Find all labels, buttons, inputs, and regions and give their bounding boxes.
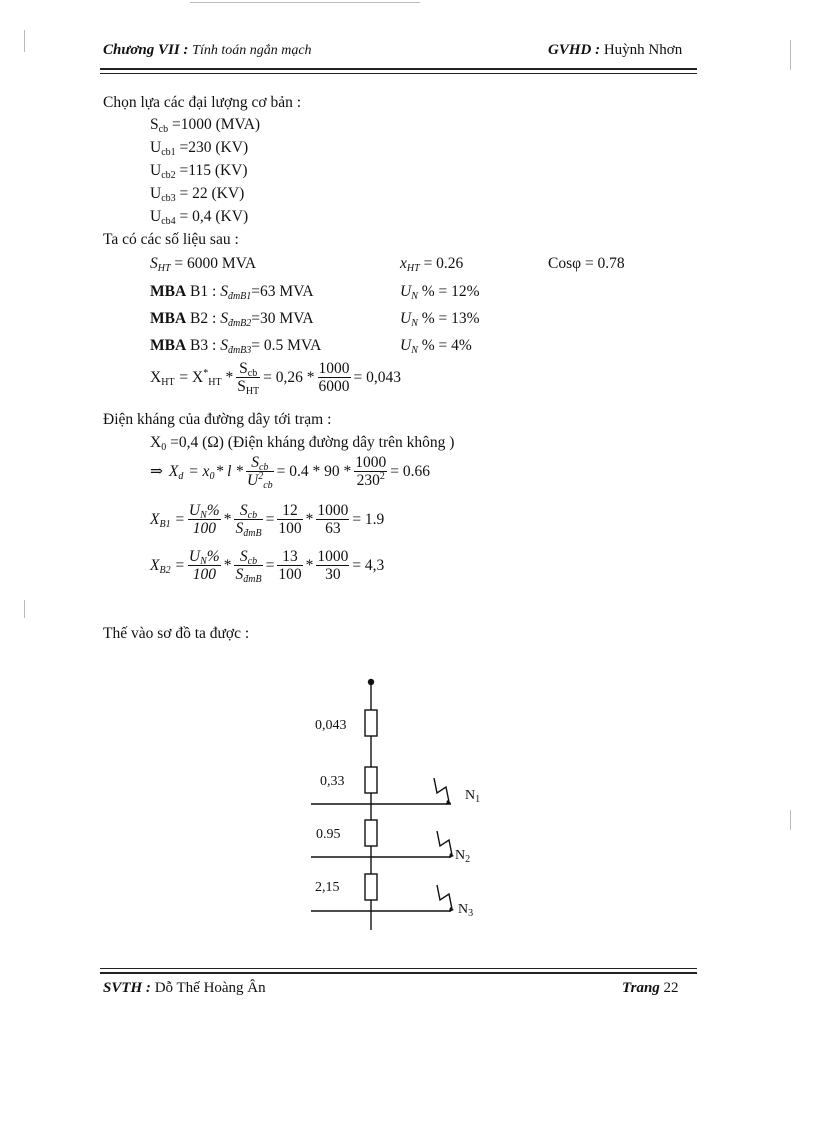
fraction: $\frac{S_{cb}}{S_{đmB}}$ xyxy=(235,502,262,539)
footer-page xyxy=(622,980,679,997)
un-b1: $U_N$ % = 12% xyxy=(400,283,480,302)
sht-value: $S_{HT} = 6000$ MVA xyxy=(150,255,257,274)
source-node xyxy=(368,679,374,685)
fault-label-n3: $N_3$ xyxy=(458,902,474,919)
diagram-heading: Thế vào sơ đồ ta được : xyxy=(103,625,250,642)
base-item: $U_{cb4} = 0,4$ (KV) xyxy=(150,208,249,227)
fault-label-n1: $N_1$ xyxy=(465,788,481,805)
fraction: $\frac{S_{cb}}{S_{đmB}}$ xyxy=(235,548,262,585)
base-item: $S_{cb} =1000$ (MVA) xyxy=(150,116,261,135)
advisor-name: Huỳnh Nhơn xyxy=(603,42,683,58)
impedance-0 xyxy=(365,710,377,736)
transformer-b2: MBA B2 : $S_{đmB2}=30$ MVA xyxy=(150,310,314,329)
impedance-2 xyxy=(365,820,377,846)
xht-formula: $X_{HT}$ = $X^*_{HT}$ * $\frac{S_{cb}}{S_{HT}}$ = 0,26 * $\frac{1000}{6000}$ = 0,043 xyxy=(150,360,402,397)
footer-rule-thin xyxy=(100,968,697,969)
student-prefix: SVTH : xyxy=(103,980,151,996)
xht-value: $x_{HT} = 0.26$ xyxy=(400,255,464,274)
xb1-formula: $X_{B1}$ = $\frac{U_N\%}{100}$ * $\frac{S_{cb}}{S_{đmB}}$ = $\frac{12}{100}$ * $\frac{1000}{63}$ = 1.9 xyxy=(150,502,385,539)
fraction: $\frac{1000}{6000}$ xyxy=(318,360,350,395)
fraction: $\frac{1000}{63}$ xyxy=(317,502,349,537)
base-item: $U_{cb3} = 22$ (KV) xyxy=(150,185,245,204)
fraction: $\frac{12}{100}$ xyxy=(278,502,302,537)
data-heading: Ta có các số liệu sau : xyxy=(103,231,239,248)
fraction: $\frac{13}{100}$ xyxy=(278,548,302,583)
x0-line: $X_0 =0,4$ (Ω) (Điện kháng đường dây trên không ) xyxy=(150,434,455,453)
fraction: $\frac{1000}{230^2}$ xyxy=(355,454,387,489)
impedance-3 xyxy=(365,874,377,900)
student-name: Dỗ Thế Hoàng Ân xyxy=(154,980,266,996)
line-heading: Điện kháng của đường dây tới trạm : xyxy=(103,411,332,428)
fraction: $\frac{S_{cb}}{S_{HT}}$ xyxy=(237,360,260,397)
fraction: $\frac{S_{cb}}{U^2_{cb}}$ xyxy=(247,454,273,491)
footer-student xyxy=(103,980,266,997)
footer-rule-thick xyxy=(100,972,697,974)
fraction: $\frac{U_N\%}{100}$ xyxy=(188,548,220,583)
impedance-label-0: 0,043 xyxy=(315,718,347,733)
impedance-label-2: 0.95 xyxy=(316,827,341,842)
lightning-icon xyxy=(437,885,452,909)
advisor-prefix: GVHD : xyxy=(548,42,601,58)
un-b3: $U_N$ % = 4% xyxy=(400,337,472,356)
xd-formula: ⇒ $X_d$ = $x_0$ * l * $\frac{S_{cb}}{U^2_{cb}}$ = 0.4 * 90 * $\frac{1000}{230^2}$ = 0.66 xyxy=(150,454,431,491)
impedance-label-3: 2,15 xyxy=(315,880,340,895)
base-heading: Chọn lựa các đại lượng cơ bản : xyxy=(103,94,302,111)
impedance-label-1: 0,33 xyxy=(320,774,345,789)
cos-phi: Cosφ = 0.78 xyxy=(548,255,625,272)
transformer-b1: MBA B1 : $S_{đmB1}=63$ MVA xyxy=(150,283,314,302)
base-item: $U_{cb1} =230$ (KV) xyxy=(150,139,249,158)
xb2-formula: $X_{B2}$ = $\frac{U_N\%}{100}$ * $\frac{S_{cb}}{S_{đmB}}$ = $\frac{13}{100}$ * $\frac{1000}{30}$ = 4,3 xyxy=(150,548,385,585)
fault-label-n2: $N_2$ xyxy=(455,848,471,865)
chapter-title: Tính toán ngắn mạch xyxy=(192,43,312,58)
un-b2: $U_N$ % = 13% xyxy=(400,310,480,329)
lightning-icon xyxy=(437,831,452,855)
fraction: $\frac{U_N\%}{100}$ xyxy=(188,502,220,537)
transformer-b3: MBA B3 : $S_{đmB3}= 0.5$ MVA xyxy=(150,337,322,356)
impedance-1 xyxy=(365,767,377,793)
fraction: $\frac{1000}{30}$ xyxy=(317,548,349,583)
chapter-prefix: Chương VII : xyxy=(103,42,189,58)
page-number: 22 xyxy=(663,980,679,996)
base-item: $U_{cb2} =115$ (KV) xyxy=(150,162,248,181)
lightning-icon xyxy=(434,778,449,802)
page-label: Trang xyxy=(622,980,660,996)
